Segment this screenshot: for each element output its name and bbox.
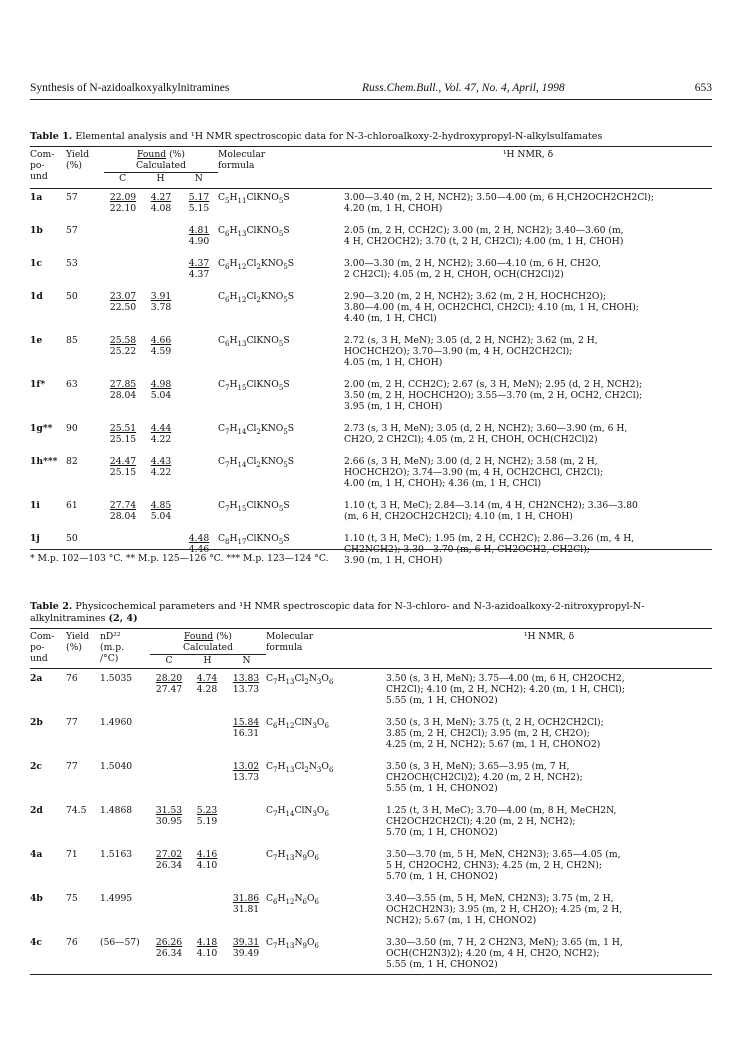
t2-carbon: 28.20 27.47 [155, 673, 183, 695]
table2-caption [30, 601, 712, 625]
t2-hydrogen: 4.74 4.28 [196, 673, 218, 695]
t2-compound-id: 4b [30, 893, 43, 904]
t2-nitrogen: 39.31 39.49 [232, 937, 260, 959]
t1-nitrogen: 4.48 4.46 [188, 533, 210, 555]
t2-nmr: 1.25 (t, 3 H, MeC); 3.70—4.00 (m, 8 H, MeCH2N, CH2OCH2CH2Cl); 4.20 (m, 2 H, NCH2); 5.70 (m, 1 H, CHONO2) [386, 805, 617, 838]
t2-compound-id: 4c [30, 937, 42, 948]
header-page-number: 653 [694, 82, 712, 94]
table1-caption-text: Elemental analysis and ¹H NMR spectroscopic data for N-3-chloroalkoxy-2-hydroxypropyl-N-alkylsulfamates [75, 131, 603, 142]
t1-nmr: 2.00 (m, 2 H, CCH2C); 2.67 (s, 3 H, MeN); 2.95 (d, 2 H, NCH2); 3.50 (m, 2 H, HOCHCH2O); 3.55—3.70 (m, 2 H, OCH2, CH2Cl); 3.95 (m, 1 H, CHOH) [344, 379, 643, 412]
table2-col-compound: Com- po- und [30, 631, 55, 664]
t2-hydrogen [188, 717, 226, 761]
table2-header-rule [30, 668, 712, 669]
t1-formula: $C_7H_{15}ClKNO_5S$ [218, 379, 290, 392]
table-row [30, 335, 712, 379]
table1-top-rule [30, 146, 712, 147]
t2-nitrogen: 13.83 13.73 [232, 673, 260, 695]
table2-col-refractive-index: nD²² (m.p. /°C) [100, 631, 125, 664]
table2-caption-text: Physicochemical parameters and ¹H NMR spectroscopic data for N-3-chloro- and N-3-azidoalkoxy-2-nitroxypropyl-N-alkylnitramines [30, 601, 645, 624]
t1-yield: 57 [66, 192, 78, 203]
t1-compound-id: 1h*** [30, 456, 58, 467]
table2-calculated-label: Calculated [183, 642, 233, 653]
t2-compound-id: 2a [30, 673, 43, 684]
t2-nmr: 3.50—3.70 (m, 5 H, MeN, CH2N3); 3.65—4.05 (m, 5 H, CH2OCH2, CHN3); 4.25 (m, 2 H, CH2N); 5.70 (m, 1 H, CHONO2) [386, 849, 621, 882]
table1-pct-label: (%) [169, 149, 185, 160]
table1-col-n: N [194, 173, 203, 184]
table-row [30, 291, 712, 335]
t1-nitrogen [180, 456, 218, 500]
table-row [30, 225, 712, 258]
t1-carbon: 27.74 28.04 [109, 500, 137, 522]
table1-col-c: C [119, 173, 127, 184]
table-row [30, 192, 712, 225]
t1-compound-id: 1g** [30, 423, 53, 434]
table2-top-rule [30, 628, 712, 629]
t2-nitrogen: 13.02 13.73 [232, 761, 260, 783]
table-row [30, 717, 712, 761]
t2-formula: $C_6H_{12}ClN_3O_6$ [266, 717, 329, 730]
t1-nitrogen [180, 500, 218, 533]
table1-col-yield: Yield (%) [66, 149, 90, 171]
t2-refractive-index: 1.5163 [100, 849, 133, 860]
t2-carbon: 27.02 26.34 [155, 849, 183, 871]
table1-footnote: * M.p. 102—103 °C. ** M.p. 125—126 °C. *** M.p. 123—124 °C. [30, 553, 329, 564]
t1-nitrogen: 4.81 4.90 [188, 225, 210, 247]
t1-yield: 53 [66, 258, 78, 269]
t2-hydrogen: 5.23 5.19 [196, 805, 218, 827]
t2-formula: $C_7H_{13}N_9O_6$ [266, 937, 319, 950]
table2-col-nmr: ¹H NMR, δ [523, 631, 575, 642]
table2-bottom-rule [30, 974, 712, 975]
table1-body [30, 192, 712, 577]
t2-yield: 74.5 [66, 805, 87, 816]
table1-header [30, 149, 712, 184]
t2-nmr: 3.40—3.55 (m, 5 H, MeN, CH2N3); 3.75 (m, 2 H, OCH2CH2N3); 3.95 (m, 2 H, CH2O); 4.25 (m, 2 H, NCH2); 5.67 (m, 1 H, CHONO2) [386, 893, 623, 926]
t2-yield: 77 [66, 717, 78, 728]
t1-carbon [104, 225, 142, 258]
t1-nmr: 1.10 (t, 3 H, MeC); 2.84—3.14 (m, 4 H, CH2NCH2); 3.36—3.80 (m, 6 H, CH2OCH2CH2Cl); 4.10 (m, 1 H, CHOH) [344, 500, 638, 522]
t1-nmr: 1.10 (t, 3 H, MeC); 1.95 (m, 2 H, CCH2C); 2.86—3.26 (m, 4 H, CH2NCH2); 3.30—3.70 (m, 6 H, CH2OCH2, CH2Cl); 3.90 (m, 1 H, CHOH) [344, 533, 635, 566]
t1-nitrogen: 4.37 4.37 [188, 258, 210, 280]
header-rule [30, 99, 712, 100]
t1-yield: 90 [66, 423, 78, 434]
t1-hydrogen: 4.85 5.04 [150, 500, 172, 522]
t1-nitrogen: 5.17 5.15 [188, 192, 210, 214]
table-row [30, 379, 712, 423]
t1-nmr: 2.73 (s, 3 H, MeN); 3.05 (d, 2 H, NCH2); 3.60—3.90 (m, 6 H, CH2O, 2 CH2Cl); 4.05 (m, 2 H, CHOH, OCH(CH2Cl)2) [344, 423, 628, 445]
table1-col-h: H [156, 173, 165, 184]
t1-formula: $C_6H_{12}Cl_2KNO_5S$ [218, 291, 295, 304]
table1-col-found-group [104, 149, 218, 184]
t1-carbon: 25.58 25.22 [109, 335, 137, 357]
table2-caption-label: Table 2. [30, 601, 73, 612]
t1-compound-id: 1a [30, 192, 43, 203]
t1-yield: 61 [66, 500, 78, 511]
t2-hydrogen: 4.18 4.10 [196, 937, 218, 959]
table2-header [30, 631, 712, 666]
t1-hydrogen: 4.66 4.59 [150, 335, 172, 357]
table1-header-rule [30, 188, 712, 189]
t1-nmr: 3.00—3.40 (m, 2 H, NCH2); 3.50—4.00 (m, 6 H,CH2OCH2CH2Cl); 4.20 (m, 1 H, CHOH) [344, 192, 655, 214]
table2-col-n: N [242, 655, 251, 666]
t1-compound-id: 1e [30, 335, 43, 346]
table-row [30, 849, 712, 893]
table-row [30, 500, 712, 533]
t1-formula: $C_5H_{11}ClKNO_5S$ [218, 192, 290, 205]
table-row [30, 893, 712, 937]
t1-carbon: 23.07 22.50 [109, 291, 137, 313]
t1-hydrogen [142, 225, 180, 258]
t2-nitrogen [226, 849, 266, 893]
t2-compound-id: 2b [30, 717, 43, 728]
t2-yield: 76 [66, 673, 78, 684]
t2-nitrogen: 15.84 16.31 [232, 717, 260, 739]
header-article-title: Synthesis of N-azidoalkoxyalkylnitramines [30, 82, 230, 94]
t1-compound-id: 1f* [30, 379, 46, 390]
t1-compound-id: 1d [30, 291, 43, 302]
t1-nitrogen [180, 423, 218, 456]
t1-formula: $C_6H_{13}ClKNO_5S$ [218, 225, 290, 238]
t1-formula: $C_7H_{14}Cl_2KNO_5S$ [218, 456, 295, 469]
t2-refractive-index: 1.4995 [100, 893, 133, 904]
t1-formula: $C_7H_{14}Cl_2KNO_5S$ [218, 423, 295, 436]
t1-nitrogen [180, 335, 218, 379]
table2-col-h: H [203, 655, 212, 666]
t1-yield: 50 [66, 291, 78, 302]
t2-refractive-index: 1.4868 [100, 805, 133, 816]
t1-yield: 82 [66, 456, 78, 467]
table2-caption-compounds: (2, 4) [108, 613, 138, 624]
t2-carbon [150, 717, 188, 761]
t1-nmr: 2.90—3.20 (m, 2 H, NCH2); 3.62 (m, 2 H, HOCHCH2O); 3.80—4.00 (m, 4 H, OCH2CHCl, CH2Cl); 4.10 (m, 1 H, CHOH); 4.40 (m, 1 H, CHCl) [344, 291, 639, 324]
t2-hydrogen [188, 761, 226, 805]
t1-hydrogen: 3.91 3.78 [150, 291, 172, 313]
t2-yield: 77 [66, 761, 78, 772]
t1-hydrogen: 4.98 5.04 [150, 379, 172, 401]
t1-nmr: 3.00—3.30 (m, 2 H, NCH2); 3.60—4.10 (m, 6 H, CH2O, 2 CH2Cl); 4.05 (m, 2 H, CHOH, OCH(CH2Cl)2) [344, 258, 601, 280]
t2-nmr: 3.50 (s, 3 H, MeN); 3.75—4.00 (m, 6 H, CH2OCH2, CH2Cl); 4.10 (m, 2 H, NCH2); 4.20 (m, 1 H, CHCl); 5.55 (m, 1 H, CHONO2) [386, 673, 625, 706]
t2-refractive-index: 1.4960 [100, 717, 133, 728]
t1-nmr: 2.72 (s, 3 H, MeN); 3.05 (d, 2 H, NCH2); 3.62 (m, 2 H, HOCHCH2O); 3.70—3.90 (m, 4 H, OCH2CH2Cl); 4.05 (m, 1 H, CHOH) [344, 335, 598, 368]
t2-formula: $C_7H_{13}Cl_2N_3O_6$ [266, 673, 334, 686]
t1-nitrogen [180, 291, 218, 335]
t2-hydrogen [188, 893, 226, 937]
table2-found-label: Found [184, 631, 214, 642]
t1-carbon: 27.85 28.04 [109, 379, 137, 401]
t2-compound-id: 2d [30, 805, 43, 816]
t1-hydrogen: 4.44 4.22 [150, 423, 172, 445]
table-row [30, 423, 712, 456]
table-row [30, 761, 712, 805]
t2-nitrogen [226, 805, 266, 849]
t2-formula: $C_7H_{13}N_9O_6$ [266, 849, 319, 862]
t1-compound-id: 1i [30, 500, 40, 511]
table2-col-formula: Molecular formula [266, 631, 314, 653]
t1-carbon [104, 258, 142, 291]
table-row [30, 456, 712, 500]
t2-carbon [150, 893, 188, 937]
table1-col-formula: Molecular formula [218, 149, 266, 171]
t2-nmr: 3.30—3.50 (m, 7 H, 2 CH2N3, MeN); 3.65 (m, 1 H, OCH(CH2N3)2); 4.20 (m, 4 H, CH2O, NCH2); 5.55 (m, 1 H, CHONO2) [386, 937, 623, 970]
t2-formula: $C_7H_{14}ClN_3O_6$ [266, 805, 329, 818]
table2-col-c: C [165, 655, 173, 666]
table2-col-found-group [150, 631, 266, 666]
t1-nitrogen [180, 379, 218, 423]
t2-refractive-index: 1.5035 [100, 673, 133, 684]
table1-caption [30, 131, 712, 143]
header-journal: Russ.Chem.Bull., Vol. 47, No. 4, April, 1998 [362, 82, 565, 94]
t1-nmr: 2.05 (m, 2 H, CCH2C); 3.00 (m, 2 H, NCH2); 3.40—3.60 (m, 4 H, CH2OCH2); 3.70 (t, 2 H, CH2Cl); 4.00 (m, 1 H, CHOH) [344, 225, 624, 247]
t1-hydrogen: 4.43 4.22 [150, 456, 172, 478]
t1-yield: 85 [66, 335, 78, 346]
table-row [30, 258, 712, 291]
table1-found-label: Found [137, 149, 167, 160]
table1-caption-label: Table 1. [30, 131, 73, 142]
t2-compound-id: 4a [30, 849, 43, 860]
t2-nmr: 3.50 (s, 3 H, MeN); 3.65—3.95 (m, 7 H, CH2OCH(CH2Cl)2); 4.20 (m, 2 H, NCH2); 5.55 (m, 1 H, CHONO2) [386, 761, 583, 794]
t1-carbon: 25.51 25.15 [109, 423, 137, 445]
t1-yield: 50 [66, 533, 78, 544]
t2-hydrogen: 4.16 4.10 [196, 849, 218, 871]
t1-formula: $C_6H_{12}Cl_2KNO_5S$ [218, 258, 295, 271]
t2-formula: $C_7H_{13}Cl_2N_3O_6$ [266, 761, 334, 774]
t2-carbon [150, 761, 188, 805]
table2-body [30, 673, 712, 981]
table2-col-yield: Yield (%) [66, 631, 90, 653]
t2-refractive-index: 1.5040 [100, 761, 133, 772]
t2-carbon: 31.53 30.95 [155, 805, 183, 827]
t2-nmr: 3.50 (s, 3 H, MeN); 3.75 (t, 2 H, OCH2CH2Cl); 3.85 (m, 2 H, CH2Cl); 3.95 (m, 2 H, CH2O); 4.25 (m, 2 H, NCH2); 5.67 (m, 1 H, CHONO2) [386, 717, 604, 750]
t1-hydrogen: 4.27 4.08 [150, 192, 172, 214]
t1-formula: $C_6H_{13}ClKNO_5S$ [218, 335, 290, 348]
t1-compound-id: 1j [30, 533, 40, 544]
table-row [30, 673, 712, 717]
t1-carbon: 24.47 25.15 [109, 456, 137, 478]
t1-formula: $C_7H_{15}ClKNO_5S$ [218, 500, 290, 513]
t2-formula: $C_6H_{12}N_6O_6$ [266, 893, 319, 906]
t1-yield: 63 [66, 379, 78, 390]
t1-compound-id: 1c [30, 258, 42, 269]
t2-yield: 75 [66, 893, 78, 904]
table1-col-nmr: ¹H NMR, δ [502, 149, 554, 160]
t1-compound-id: 1b [30, 225, 43, 236]
table1-col-compound: Com- po- und [30, 149, 55, 182]
t1-formula: $C_8H_{17}ClKNO_5S$ [218, 533, 290, 546]
t1-hydrogen [142, 258, 180, 291]
table-row [30, 805, 712, 849]
table2-pct-label: (%) [216, 631, 232, 642]
t2-yield: 76 [66, 937, 78, 948]
t1-yield: 57 [66, 225, 78, 236]
table1-bottom-rule [30, 549, 712, 550]
table1-calculated-label: Calculated [136, 160, 186, 171]
t2-yield: 71 [66, 849, 78, 860]
t1-nmr: 2.66 (s, 3 H, MeN); 3.00 (d, 2 H, NCH2); 3.58 (m, 2 H, HOCHCH2O); 3.74—3.90 (m, 4 H, OCH2CHCl, CH2Cl); 4.00 (m, 1 H, CHOH); 4.36 (m, 1 H, CHCl) [344, 456, 604, 489]
t2-carbon: 26.26 26.34 [155, 937, 183, 959]
t1-carbon: 22.09 22.10 [109, 192, 137, 214]
t2-compound-id: 2c [30, 761, 42, 772]
t2-refractive-index: (56—57) [100, 937, 140, 948]
t2-nitrogen: 31.86 31.81 [232, 893, 260, 915]
